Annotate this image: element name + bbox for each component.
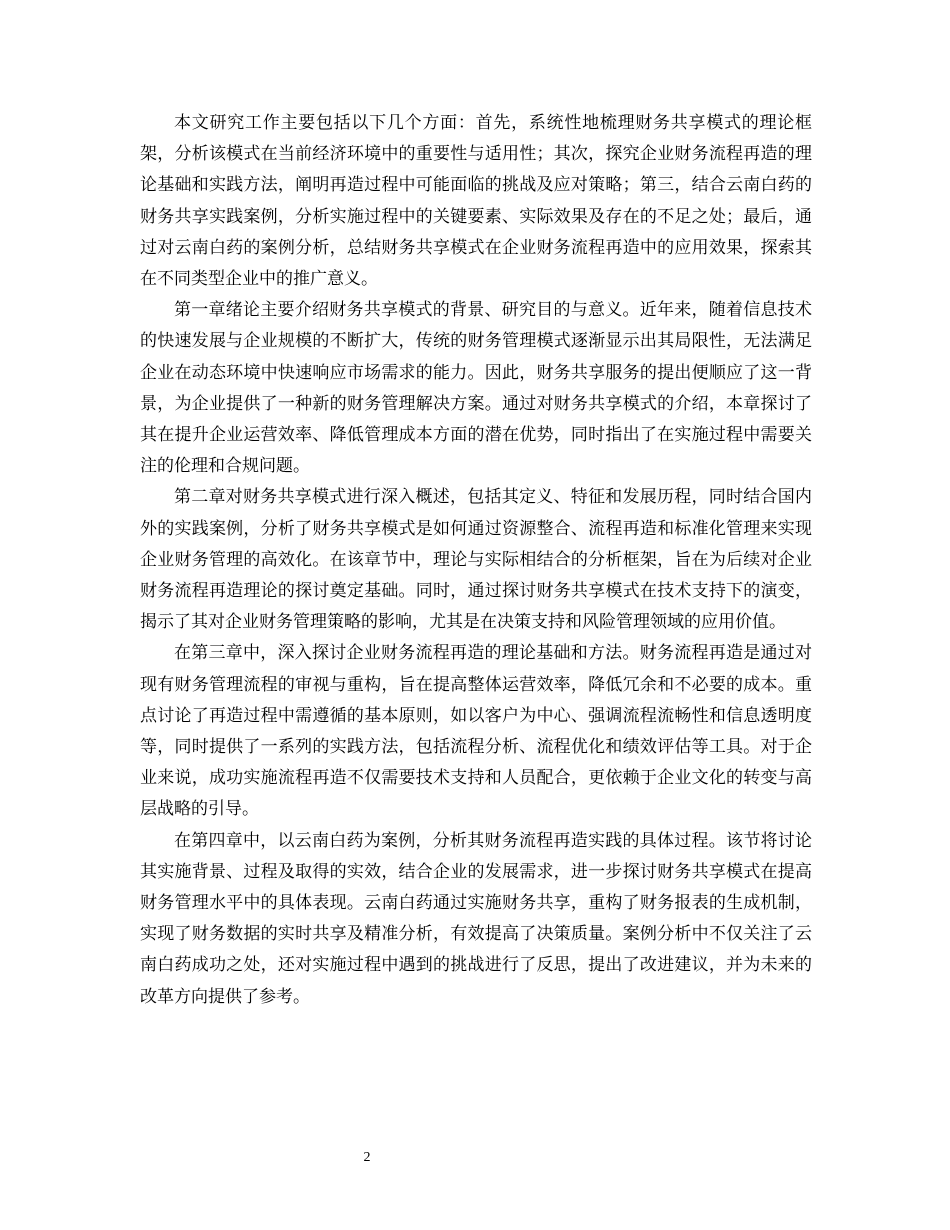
paragraph-chapter-four: 在第四章中，以云南白药为案例，分析其财务流程再造实践的具体过程。该节将讨论其实施背景、过程及取得的实效，结合企业的发展需求，进一步探讨财务共享模式在提高财务管理水平中的具体表现。云南白药通过实施财务共享，重构了财务报表的生成机制，实现了财务数据的实时共享及精准分析，有效提高了决策质量。案例分析中不仅关注了云南白药成功之处，还对实施过程中遇到的挑战进行了反思，提出了改进建议，并为未来的改革方向提供了参考。	[140, 830, 812, 1007]
document-body	[140, 108, 812, 1013]
page-number: 2	[363, 1150, 371, 1165]
paragraph-chapter-one: 第一章绪论主要介绍财务共享模式的背景、研究目的与意义。近年来，随着信息技术的快速发展与企业规模的不断扩大，传统的财务管理模式逐渐显示出其局限性，无法满足企业在动态环境中快速响应市场需求的能力。因此，财务共享服务的提出便顺应了这一背景，为企业提供了一种新的财务管理解决方案。通过对财务共享模式的介绍，本章探讨了其在提升企业运营效率、降低管理成本方面的潜在优势，同时指出了在实施过程中需要关注的伦理和合规问题。	[140, 300, 812, 477]
paragraph-chapter-two: 第二章对财务共享模式进行深入概述，包括其定义、特征和发展历程，同时结合国内外的实践案例，分析了财务共享模式是如何通过资源整合、流程再造和标准化管理来实现企业财务管理的高效化。在该章节中，理论与实际相结合的分析框架，旨在为后续对企业财务流程再造理论的探讨奠定基础。同时，通过探讨财务共享模式在技术支持下的演变，揭示了其对企业财务管理策略的影响，尤其是在决策支持和风险管理领域的应用价值。	[140, 487, 812, 633]
paragraph-research-overview: 本文研究工作主要包括以下几个方面：首先，系统性地梳理财务共享模式的理论框架，分析该模式在当前经济环境中的重要性与适用性；其次，探究企业财务流程再造的理论基础和实践方法，阐明再造过程中可能面临的挑战及应对策略；第三，结合云南白药的财务共享实践案例，分析实施过程中的关键要素、实际效果及存在的不足之处；最后，通过对云南白药的案例分析，总结财务共享模式在企业财务流程再造中的应用效果，探索其在不同类型企业中的推广意义。	[140, 113, 812, 290]
paragraph-chapter-three: 在第三章中，深入探讨企业财务流程再造的理论基础和方法。财务流程再造是通过对现有财务管理流程的审视与重构，旨在提高整体运营效率，降低冗余和不必要的成本。重点讨论了再造过程中需遵循的基本原则，如以客户为中心、强调流程流畅性和信息透明度等，同时提供了一系列的实践方法，包括流程分析、流程优化和绩效评估等工具。对于企业来说，成功实施流程再造不仅需要技术支持和人员配合，更依赖于企业文化的转变与高层战略的引导。	[140, 643, 812, 820]
